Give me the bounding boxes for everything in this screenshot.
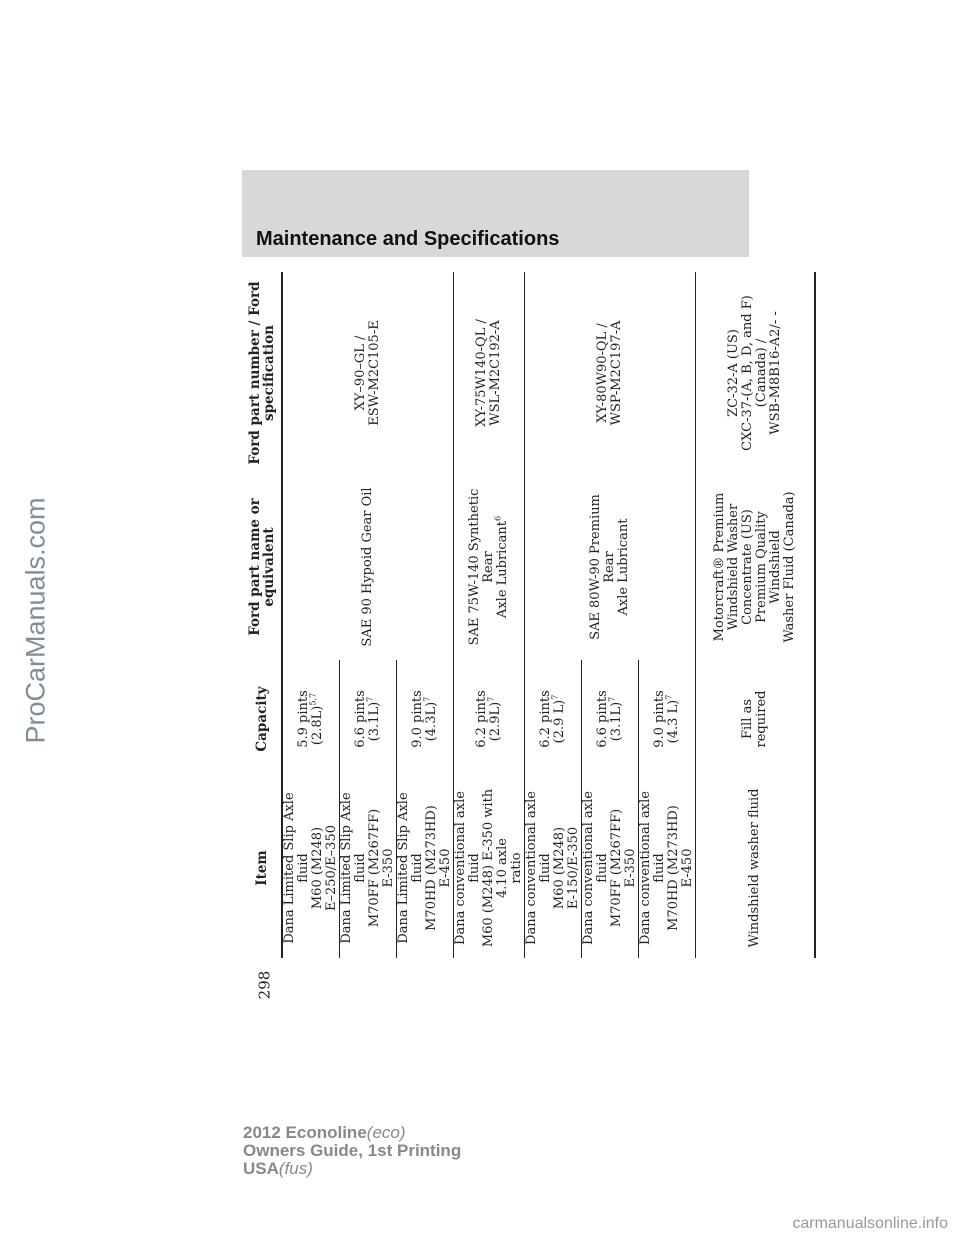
footnote-ref: 6 bbox=[493, 515, 503, 522]
cell-capacity: 9.0 pints $(4.3L)^7$ bbox=[410, 690, 439, 748]
header-capacity: Capacity bbox=[242, 660, 282, 778]
cell-part-name: SAE 75W-140 Synthetic Rear Axle Lubricant$^6$ bbox=[467, 488, 510, 646]
table-row bbox=[282, 272, 340, 958]
header-part-number: Ford part number / Ford specification bbox=[242, 272, 282, 474]
header-item: Item bbox=[242, 778, 282, 958]
header-part-name: Ford part name or equivalent bbox=[242, 474, 282, 660]
footnote-ref: 5,7 bbox=[308, 692, 318, 706]
watermark bbox=[12, 496, 60, 744]
cell-capacity: 5.9 pints $(2.8L)^{5,7}$ bbox=[296, 690, 325, 748]
page-number: 298 bbox=[254, 970, 273, 1000]
specifications-table bbox=[242, 272, 816, 958]
section-title: Maintenance and Specifications bbox=[256, 228, 560, 250]
cell-part-name: Motorcraft® Premium Windshield Washer Concentrate (US) Premium Quality Windshield Washer Fluid (Canada) bbox=[711, 491, 797, 643]
footnote-ref: 7 bbox=[365, 696, 375, 702]
cell-item: Windshield washer fluid bbox=[746, 788, 762, 948]
table-row bbox=[525, 272, 582, 958]
specifications-table-rotated bbox=[242, 272, 797, 958]
cell-part-number: XY-80W90-QL / WSP-M2C197-A bbox=[595, 320, 624, 426]
cell-capacity: 6.6 pints $(3.1L)^7$ bbox=[353, 690, 382, 748]
footnote-ref: 7 bbox=[422, 696, 432, 702]
cell-part-name: SAE 80W-90 Premium Rear Axle Lubricant bbox=[588, 494, 631, 640]
cell-part-number: ZC-32-A (US) CXC-37-(A, B, D, and F) (Canada) / WSB-M8B16-A2/- - bbox=[725, 295, 783, 451]
cell-item: Dana Limited Slip Axle fluid M70FF (M267FF) E-350 bbox=[339, 792, 396, 944]
footnote-ref: 7 bbox=[550, 694, 560, 700]
cell-capacity: Fill as required bbox=[739, 690, 769, 748]
cell-item: Dana Limited Slip Axle fluid M70HD (M273HD) E-450 bbox=[396, 792, 453, 944]
footnote-ref: 7 bbox=[607, 696, 617, 702]
cell-capacity: 6.2 pints (2.9 L)$^7$ bbox=[538, 690, 567, 748]
document-footer: 2012 Econoline(eco) Owners Guide, 1st Printing USA(fus) bbox=[243, 1123, 462, 1178]
table-header-row bbox=[242, 272, 282, 958]
cell-item: Dana conventional axle fluid M60 (M248) E-150/E-350 bbox=[524, 791, 581, 945]
table-row bbox=[454, 272, 525, 958]
footnote-ref: 7 bbox=[486, 696, 496, 702]
watermark-text: ProCarManuals.com bbox=[20, 496, 51, 744]
table-row bbox=[696, 272, 815, 958]
cell-capacity: 9.0 pints (4.3 L)$^7$ bbox=[652, 690, 681, 748]
cell-part-number: XY-75W140-QL / WSL-M2C192-A bbox=[474, 319, 503, 427]
site-watermark[interactable]: carmanualsonline.info bbox=[792, 1215, 948, 1232]
cell-item: Dana conventional axle fluid M70HD (M273HD) E-450 bbox=[638, 791, 695, 945]
footnote-ref: 7 bbox=[664, 694, 674, 700]
cell-capacity: 6.2 pints $(2.9L)^7$ bbox=[474, 690, 503, 748]
cell-item: Dana conventional axle fluid M70FF (M267FF) E-350 bbox=[581, 791, 638, 945]
cell-part-name: SAE 90 Hypoid Gear Oil bbox=[360, 487, 375, 647]
cell-part-number: XY–90–GL / ESW-M2C105-E bbox=[353, 320, 382, 426]
cell-item: Dana Limited Slip Axle fluid M60 (M248) E–250/E–350 bbox=[282, 792, 339, 944]
cell-capacity: 6.6 pints $(3.1L)^7$ bbox=[595, 690, 624, 748]
cell-item: Dana conventional axle fluid M60 (M248) E-350 with 4.10 axle ratio bbox=[453, 788, 524, 948]
